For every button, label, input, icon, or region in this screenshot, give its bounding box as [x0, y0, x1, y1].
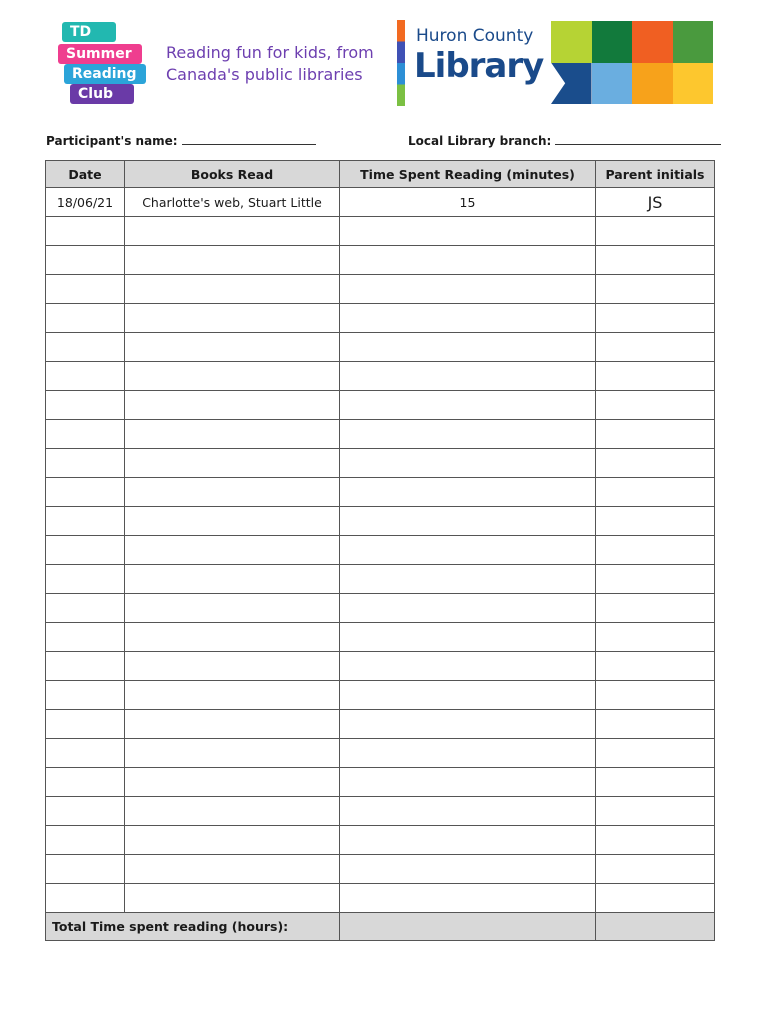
- table-row: [46, 391, 715, 420]
- logo-line-td: TD: [62, 22, 116, 42]
- library-logo-tile: [551, 21, 592, 63]
- time-spent-cell[interactable]: [340, 739, 596, 768]
- participant-name-line[interactable]: [182, 133, 316, 145]
- books-read-cell[interactable]: [125, 652, 340, 681]
- library-branch-field[interactable]: [408, 133, 721, 148]
- date-cell[interactable]: [46, 623, 125, 652]
- books-read-cell[interactable]: Charlotte's web, Stuart Little: [125, 188, 340, 217]
- total-hours-cell[interactable]: [340, 913, 596, 941]
- parent-initials-cell[interactable]: [596, 565, 715, 594]
- parent-initials-cell[interactable]: [596, 797, 715, 826]
- date-cell[interactable]: [46, 449, 125, 478]
- date-cell[interactable]: [46, 652, 125, 681]
- table-row: [46, 478, 715, 507]
- books-read-cell[interactable]: [125, 478, 340, 507]
- date-cell[interactable]: [46, 826, 125, 855]
- parent-initials-cell[interactable]: [596, 478, 715, 507]
- parent-initials-cell[interactable]: [596, 536, 715, 565]
- time-spent-cell[interactable]: [340, 362, 596, 391]
- table-row: [46, 449, 715, 478]
- time-spent-cell[interactable]: [340, 565, 596, 594]
- logo-line-club: Club: [70, 84, 134, 104]
- table-row: [46, 768, 715, 797]
- time-spent-cell[interactable]: [340, 652, 596, 681]
- header-parent-initials: Parent initials: [596, 161, 715, 188]
- table-row: [46, 565, 715, 594]
- time-spent-cell[interactable]: [340, 884, 596, 913]
- parent-initials-cell[interactable]: [596, 739, 715, 768]
- books-read-cell[interactable]: [125, 797, 340, 826]
- date-cell[interactable]: [46, 565, 125, 594]
- date-cell[interactable]: [46, 536, 125, 565]
- table-row: [46, 652, 715, 681]
- date-cell[interactable]: [46, 478, 125, 507]
- participant-name-field[interactable]: [46, 133, 316, 148]
- books-read-cell[interactable]: [125, 681, 340, 710]
- date-cell[interactable]: 18/06/21: [46, 188, 125, 217]
- date-cell[interactable]: [46, 884, 125, 913]
- reading-log-table: [45, 160, 715, 941]
- books-read-cell[interactable]: [125, 565, 340, 594]
- date-cell[interactable]: [46, 594, 125, 623]
- time-spent-cell[interactable]: [340, 681, 596, 710]
- books-read-cell[interactable]: [125, 362, 340, 391]
- time-spent-cell[interactable]: 15: [340, 188, 596, 217]
- date-cell[interactable]: [46, 217, 125, 246]
- time-spent-cell[interactable]: [340, 826, 596, 855]
- library-logo-tile: [592, 63, 633, 105]
- books-read-cell[interactable]: [125, 275, 340, 304]
- library-logo-stripe: [397, 20, 405, 106]
- books-read-cell[interactable]: [125, 304, 340, 333]
- parent-initials-cell[interactable]: [596, 768, 715, 797]
- parent-initials-cell[interactable]: [596, 217, 715, 246]
- parent-initials-cell[interactable]: [596, 362, 715, 391]
- table-row: [46, 246, 715, 275]
- date-cell[interactable]: [46, 710, 125, 739]
- parent-initials-cell[interactable]: [596, 884, 715, 913]
- table-row: [46, 855, 715, 884]
- parent-initials-cell[interactable]: [596, 594, 715, 623]
- time-spent-cell[interactable]: [340, 536, 596, 565]
- date-cell[interactable]: [46, 768, 125, 797]
- time-spent-cell[interactable]: [340, 768, 596, 797]
- time-spent-cell[interactable]: [340, 855, 596, 884]
- books-read-cell[interactable]: [125, 536, 340, 565]
- parent-initials-cell[interactable]: [596, 507, 715, 536]
- date-cell[interactable]: [46, 391, 125, 420]
- logo-line-reading: Reading: [64, 64, 146, 84]
- books-read-cell[interactable]: [125, 217, 340, 246]
- date-cell[interactable]: [46, 507, 125, 536]
- date-cell[interactable]: [46, 855, 125, 884]
- books-read-cell[interactable]: [125, 246, 340, 275]
- table-row: [46, 507, 715, 536]
- date-cell[interactable]: [46, 362, 125, 391]
- time-spent-cell[interactable]: [340, 507, 596, 536]
- parent-initials-cell[interactable]: [596, 304, 715, 333]
- library-logo-tile: [592, 21, 633, 63]
- books-read-cell[interactable]: [125, 768, 340, 797]
- parent-initials-cell[interactable]: [596, 826, 715, 855]
- books-read-cell[interactable]: [125, 623, 340, 652]
- parent-initials-cell[interactable]: [596, 246, 715, 275]
- table-row: [46, 739, 715, 768]
- library-logo-tile: [551, 63, 592, 105]
- table-row: [46, 420, 715, 449]
- date-cell[interactable]: [46, 420, 125, 449]
- parent-initials-cell[interactable]: [596, 391, 715, 420]
- table-row: [46, 536, 715, 565]
- time-spent-cell[interactable]: [340, 710, 596, 739]
- time-spent-cell[interactable]: [340, 449, 596, 478]
- books-read-cell[interactable]: [125, 333, 340, 362]
- books-read-cell[interactable]: [125, 826, 340, 855]
- table-row: [46, 826, 715, 855]
- parent-initials-cell[interactable]: [596, 449, 715, 478]
- total-row: [46, 913, 715, 941]
- program-tagline: Reading fun for kids, from Canada's public libraries: [166, 43, 374, 84]
- books-read-cell[interactable]: [125, 391, 340, 420]
- table-row: [46, 304, 715, 333]
- library-logo-tile: [632, 63, 673, 105]
- parent-initials-cell[interactable]: [596, 275, 715, 304]
- time-spent-cell[interactable]: [340, 217, 596, 246]
- time-spent-cell[interactable]: [340, 304, 596, 333]
- table-row: [46, 797, 715, 826]
- header-books-read: Books Read: [125, 161, 340, 188]
- library-logo-tile: [632, 21, 673, 63]
- time-spent-cell[interactable]: [340, 594, 596, 623]
- parent-initials-cell[interactable]: JS: [596, 188, 715, 217]
- time-spent-cell[interactable]: [340, 478, 596, 507]
- time-spent-cell[interactable]: [340, 246, 596, 275]
- header-date: Date: [46, 161, 125, 188]
- date-cell[interactable]: [46, 333, 125, 362]
- library-logo-wordmark: Library: [414, 46, 544, 86]
- table-row: [46, 188, 715, 217]
- parent-initials-cell[interactable]: [596, 710, 715, 739]
- parent-initials-cell[interactable]: [596, 420, 715, 449]
- books-read-cell[interactable]: [125, 855, 340, 884]
- time-spent-cell[interactable]: [340, 420, 596, 449]
- books-read-cell[interactable]: [125, 507, 340, 536]
- library-branch-label: Local Library branch:: [408, 134, 552, 148]
- library-logo-county: Huron County: [416, 26, 534, 46]
- table-row: [46, 594, 715, 623]
- table-row: [46, 333, 715, 362]
- books-read-cell[interactable]: [125, 710, 340, 739]
- time-spent-cell[interactable]: [340, 333, 596, 362]
- parent-initials-cell[interactable]: [596, 623, 715, 652]
- date-cell[interactable]: [46, 797, 125, 826]
- books-read-cell[interactable]: [125, 594, 340, 623]
- header-time-spent: Time Spent Reading (minutes): [340, 161, 596, 188]
- table-header-row: [46, 161, 715, 188]
- parent-initials-cell[interactable]: [596, 681, 715, 710]
- parent-initials-cell[interactable]: [596, 652, 715, 681]
- date-cell[interactable]: [46, 681, 125, 710]
- table-row: [46, 362, 715, 391]
- table-row: [46, 884, 715, 913]
- table-row: [46, 217, 715, 246]
- library-logo-color-grid: [551, 21, 713, 104]
- date-cell[interactable]: [46, 304, 125, 333]
- date-cell[interactable]: [46, 246, 125, 275]
- date-cell[interactable]: [46, 275, 125, 304]
- parent-initials-cell[interactable]: [596, 855, 715, 884]
- time-spent-cell[interactable]: [340, 623, 596, 652]
- parent-initials-cell[interactable]: [596, 333, 715, 362]
- total-label: Total Time spent reading (hours):: [46, 913, 340, 941]
- books-read-cell[interactable]: [125, 449, 340, 478]
- table-row: [46, 710, 715, 739]
- td-summer-reading-club-logo: [58, 20, 150, 106]
- table-row: [46, 275, 715, 304]
- date-cell[interactable]: [46, 739, 125, 768]
- table-row: [46, 623, 715, 652]
- books-read-cell[interactable]: [125, 739, 340, 768]
- participant-name-label: Participant's name:: [46, 134, 178, 148]
- time-spent-cell[interactable]: [340, 797, 596, 826]
- time-spent-cell[interactable]: [340, 391, 596, 420]
- library-logo-tile: [673, 21, 714, 63]
- time-spent-cell[interactable]: [340, 275, 596, 304]
- table-row: [46, 681, 715, 710]
- books-read-cell[interactable]: [125, 884, 340, 913]
- books-read-cell[interactable]: [125, 420, 340, 449]
- library-branch-line[interactable]: [555, 133, 721, 145]
- logo-line-summer: Summer: [58, 44, 142, 64]
- total-initials-cell[interactable]: [596, 913, 715, 941]
- library-logo-tile: [673, 63, 714, 105]
